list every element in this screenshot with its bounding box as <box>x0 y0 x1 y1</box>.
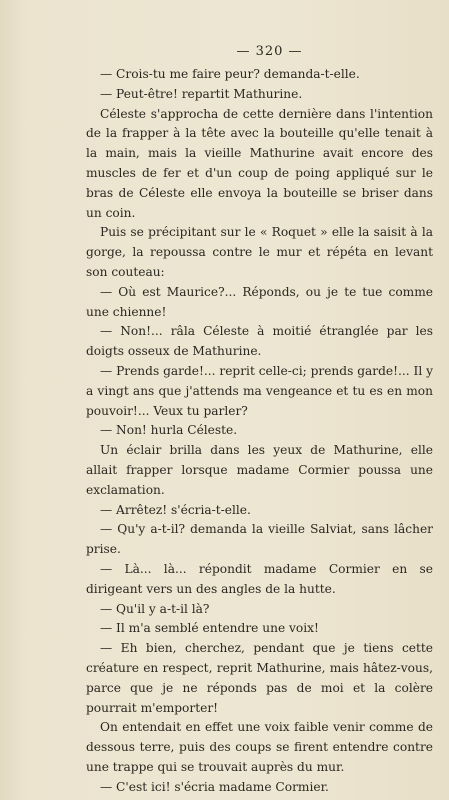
paragraph-4: Puis se précipitant sur le « Roquet » elle la saisit à la gorge, la repoussa contre le mur et répéta en levant son couteau: <box>86 225 433 279</box>
paragraph-6: — Non!... râla Céleste à moitié étranglée par les doigts osseux de Mathurine. <box>86 324 433 359</box>
paragraph-7: — Prends garde!... reprit celle-ci; prends garde!... Il y a vingt ans que j'attends ma vengeance et tu es en mon pouvoir!... Veux tu parler? <box>86 363 433 418</box>
paragraph-3: Céleste s'approcha de cette dernière dans l'intention de la frapper à la tête avec la bouteille qu'elle tenait à la main, mais la vieille Mathurine avait encore des muscles de fer et d'un coup de poing appliqué sur le bras de Céleste elle envoya la bouteille se briser dans un coin. <box>86 106 433 220</box>
paragraph-11: — Qu'y a-t-il? demanda la vieille Salviat, sans lâcher prise. <box>86 522 433 557</box>
paragraph-5: — Où est Maurice?... Réponds, ou je te tue comme une chienne! <box>86 284 433 319</box>
paragraph-17: — C'est ici! s'écria madame Cormier. <box>100 779 329 794</box>
paragraph-16: On entendait en effet une voix faible venir comme de dessous terre, puis des coups se firent entendre contre une trappe qui se trouvait auprès du mur. <box>86 720 433 774</box>
page-number: — 320 — <box>236 44 303 59</box>
paragraph-12: — Là... là... répondit madame Cormier en se dirigeant vers un des angles de la hutte. <box>86 561 433 596</box>
paragraph-14: — Il m'a semblé entendre une voix! <box>100 621 319 636</box>
paragraph-2: — Peut-être! repartit Mathurine. <box>100 86 303 101</box>
paragraph-10: — Arrêtez! s'écria-t-elle. <box>100 502 251 517</box>
page-body <box>86 65 433 797</box>
paragraph-13: — Qu'il y a-t-il là? <box>100 601 210 616</box>
paragraph-15: — Eh bien, cherchez, pendant que je tiens cette créature en respect, reprit Mathurine, mais hâtez-vous, parce que je ne réponds pas de moi et la colère pourrait m'emporter! <box>86 641 433 715</box>
paragraph-8: — Non! hurla Céleste. <box>100 423 238 438</box>
paragraph-9: Un éclair brilla dans les yeux de Mathurine, elle allait frapper lorsque madame Cormier poussa une exclamation. <box>86 443 433 497</box>
paragraph-1: — Crois-tu me faire peur? demanda-t-elle. <box>100 67 360 81</box>
